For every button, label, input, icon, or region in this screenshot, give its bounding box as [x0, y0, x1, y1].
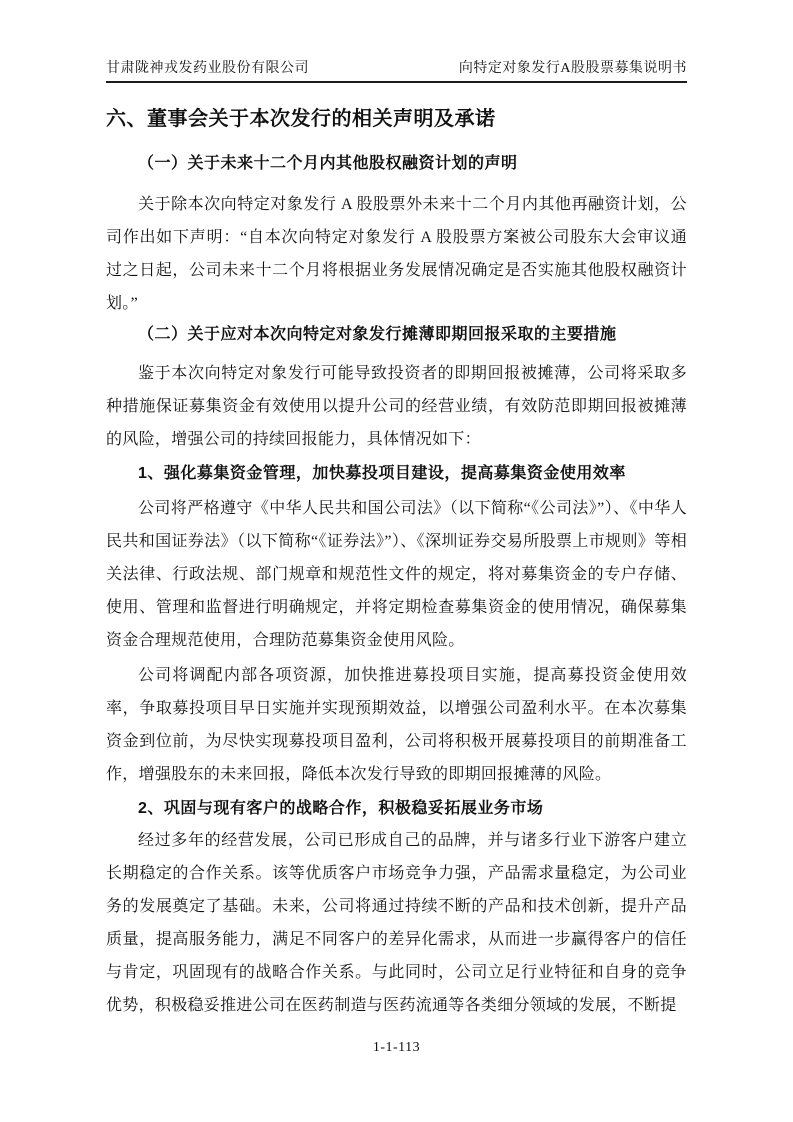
paragraph-subsection-2-a: 经过多年的经营发展，公司已形成自己的品牌，并与诸多行业下游客户建立长期稳定的合作关系。该等优质客户市场竞争力强，产品需求量稳定，为公司业务的发展奠定了基础。未来，公司将通过持续不断的产品和技术创新，提升产品质量，提高服务能力，满足不同客户的差异化需求，从而进一步赢得客户的信任与肯定，巩固现有的战略合作关系。与此同时，公司立足行业特征和自身的竞争优势，积极稳妥推进公司在医药制造与医药流通等各类细分领域的发展，不断提 — [106, 832, 687, 1014]
document-body — [106, 79, 687, 1022]
section-1-heading: （一）关于未来十二个月内其他股权融资计划的声明 — [138, 155, 518, 172]
paragraph-subsection-1-b: 公司将调配内部各项资源，加快推进募投项目实施，提高募投资金使用效率，争取募投项目早日实施并实现预期效益，以增强公司盈利水平。在本次募集资金到位前，为尽快实现募投项目盈利，公司将积极开展募投项目的前期准备工作，增强股东的未来回报，降低本次发行导致的即期回报摊薄的风险。 — [106, 667, 687, 783]
subsection-1-heading: 1、强化募集资金管理，加快募投项目建设，提高募集资金使用效率 — [138, 465, 626, 482]
header-company-name: 甘肃陇神戎发药业股份有限公司 — [106, 61, 309, 76]
paragraph-section-2-intro: 鉴于本次向特定对象发行可能导致投资者的即期回报被摊薄，公司将采取多种措施保证募集资金有效使用以提升公司的经营业绩，有效防范即期回报被摊薄的风险，增强公司的持续回报能力，具体情况如下： — [106, 365, 687, 448]
page-footer — [0, 1040, 793, 1056]
paragraph-subsection-1-a: 公司将严格遵守《中华人民共和国公司法》（以下简称“《公司法》”）、《中华人民共和国证券法》（以下简称“《证券法》”）、《深圳证券交易所股票上市规则》等相关法律、行政法规、部门规章和规范性文件的规定，将对募集资金的专户存储、使用、管理和监督进行明确规定，并将定期检查募集资金的使用情况，确保募集资金合理规范使用，合理防范募集资金使用风险。 — [106, 500, 687, 649]
subsection-2-heading: 2、巩固与现有客户的战略合作，积极稳妥拓展业务市场 — [138, 800, 544, 817]
section-2-heading: （二）关于应对本次向特定对象发行摊薄即期回报采取的主要措施 — [138, 326, 617, 343]
page-number: 1-1-113 — [372, 1040, 421, 1055]
chapter-title: 六、董事会关于本次发行的相关声明及承诺 — [106, 108, 496, 130]
header-document-title: 向特定对象发行A股股票募集说明书 — [458, 61, 687, 76]
paragraph-section-1: 关于除本次向特定对象发行 A 股股票外未来十二个月内其他再融资计划，公司作出如下声明：“自本次向特定对象发行 A 股股票方案被公司股东大会审议通过之日起，公司未来十二个月将根据业务发展情况确定是否实施其他股权融资计划。” — [106, 196, 687, 312]
